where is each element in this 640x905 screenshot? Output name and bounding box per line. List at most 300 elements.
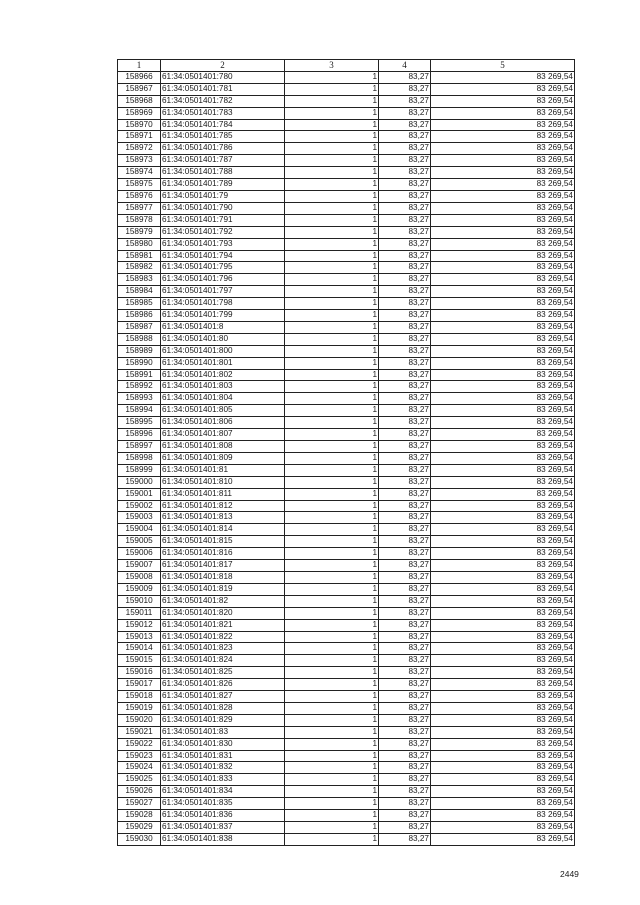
table-row: [118, 214, 575, 226]
area-value-cell: 83,27: [379, 822, 431, 834]
row-number-cell: 158985: [118, 298, 161, 310]
row-number-cell: 158988: [118, 333, 161, 345]
quantity-cell: 1: [285, 691, 379, 703]
table-row: [118, 714, 575, 726]
amount-value-cell: 83 269,54: [431, 393, 575, 405]
quantity-cell: 1: [285, 571, 379, 583]
area-value-cell: 83,27: [379, 631, 431, 643]
table-row: [118, 500, 575, 512]
quantity-cell: 1: [285, 262, 379, 274]
amount-value-cell: 83 269,54: [431, 655, 575, 667]
row-number-cell: 158969: [118, 107, 161, 119]
row-number-cell: 159025: [118, 774, 161, 786]
amount-value-cell: 83 269,54: [431, 786, 575, 798]
row-number-cell: 158968: [118, 95, 161, 107]
table-row: [118, 417, 575, 429]
table-row: [118, 143, 575, 155]
table-row: [118, 119, 575, 131]
table-row: [118, 369, 575, 381]
quantity-cell: 1: [285, 202, 379, 214]
cadastral-number-cell: 61:34:0501401:782: [161, 95, 285, 107]
area-value-cell: 83,27: [379, 107, 431, 119]
amount-value-cell: 83 269,54: [431, 750, 575, 762]
row-number-cell: 159003: [118, 512, 161, 524]
cadastral-number-cell: 61:34:0501401:801: [161, 357, 285, 369]
row-number-cell: 158989: [118, 345, 161, 357]
table-row: [118, 643, 575, 655]
cadastral-number-cell: 61:34:0501401:830: [161, 738, 285, 750]
row-number-cell: 159019: [118, 702, 161, 714]
area-value-cell: 83,27: [379, 202, 431, 214]
area-value-cell: 83,27: [379, 345, 431, 357]
amount-value-cell: 83 269,54: [431, 619, 575, 631]
row-number-cell: 159027: [118, 798, 161, 810]
cadastral-number-cell: 61:34:0501401:822: [161, 631, 285, 643]
amount-value-cell: 83 269,54: [431, 333, 575, 345]
amount-value-cell: 83 269,54: [431, 286, 575, 298]
quantity-cell: 1: [285, 631, 379, 643]
table-row: [118, 393, 575, 405]
cadastral-number-cell: 61:34:0501401:800: [161, 345, 285, 357]
quantity-cell: 1: [285, 310, 379, 322]
row-number-cell: 159017: [118, 679, 161, 691]
quantity-cell: 1: [285, 381, 379, 393]
quantity-cell: 1: [285, 536, 379, 548]
area-value-cell: 83,27: [379, 750, 431, 762]
row-number-cell: 159011: [118, 607, 161, 619]
area-value-cell: 83,27: [379, 393, 431, 405]
row-number-cell: 159026: [118, 786, 161, 798]
quantity-cell: 1: [285, 726, 379, 738]
row-number-cell: 158971: [118, 131, 161, 143]
cadastral-number-cell: 61:34:0501401:833: [161, 774, 285, 786]
area-value-cell: 83,27: [379, 774, 431, 786]
table-row: [118, 262, 575, 274]
quantity-cell: 1: [285, 429, 379, 441]
amount-value-cell: 83 269,54: [431, 702, 575, 714]
area-value-cell: 83,27: [379, 95, 431, 107]
row-number-cell: 159024: [118, 762, 161, 774]
cadastral-number-cell: 61:34:0501401:80: [161, 333, 285, 345]
area-value-cell: 83,27: [379, 726, 431, 738]
quantity-cell: 1: [285, 274, 379, 286]
column-header-4: 4: [379, 60, 431, 72]
amount-value-cell: 83 269,54: [431, 810, 575, 822]
table-row: [118, 464, 575, 476]
quantity-cell: 1: [285, 738, 379, 750]
table-row: [118, 429, 575, 441]
cadastral-number-cell: 61:34:0501401:796: [161, 274, 285, 286]
table-row: [118, 381, 575, 393]
amount-value-cell: 83 269,54: [431, 595, 575, 607]
column-header-3: 3: [285, 60, 379, 72]
row-number-cell: 158977: [118, 202, 161, 214]
row-number-cell: 158972: [118, 143, 161, 155]
amount-value-cell: 83 269,54: [431, 107, 575, 119]
quantity-cell: 1: [285, 524, 379, 536]
row-number-cell: 158999: [118, 464, 161, 476]
cadastral-number-cell: 61:34:0501401:810: [161, 476, 285, 488]
row-number-cell: 158967: [118, 83, 161, 95]
table-row: [118, 833, 575, 845]
area-value-cell: 83,27: [379, 238, 431, 250]
amount-value-cell: 83 269,54: [431, 607, 575, 619]
row-number-cell: 159009: [118, 583, 161, 595]
row-number-cell: 158982: [118, 262, 161, 274]
cadastral-number-cell: 61:34:0501401:817: [161, 560, 285, 572]
area-value-cell: 83,27: [379, 119, 431, 131]
quantity-cell: 1: [285, 226, 379, 238]
cadastral-number-cell: 61:34:0501401:812: [161, 500, 285, 512]
quantity-cell: 1: [285, 714, 379, 726]
area-value-cell: 83,27: [379, 679, 431, 691]
area-value-cell: 83,27: [379, 571, 431, 583]
area-value-cell: 83,27: [379, 357, 431, 369]
quantity-cell: 1: [285, 238, 379, 250]
area-value-cell: 83,27: [379, 476, 431, 488]
cadastral-number-cell: 61:34:0501401:823: [161, 643, 285, 655]
row-number-cell: 159001: [118, 488, 161, 500]
area-value-cell: 83,27: [379, 512, 431, 524]
quantity-cell: 1: [285, 810, 379, 822]
cadastral-number-cell: 61:34:0501401:828: [161, 702, 285, 714]
cadastral-number-cell: 61:34:0501401:83: [161, 726, 285, 738]
amount-value-cell: 83 269,54: [431, 691, 575, 703]
area-value-cell: 83,27: [379, 786, 431, 798]
cadastral-number-cell: 61:34:0501401:82: [161, 595, 285, 607]
cadastral-number-cell: 61:34:0501401:815: [161, 536, 285, 548]
table-row: [118, 71, 575, 83]
table-row: [118, 488, 575, 500]
row-number-cell: 158997: [118, 441, 161, 453]
amount-value-cell: 83 269,54: [431, 714, 575, 726]
quantity-cell: 1: [285, 298, 379, 310]
table-row: [118, 679, 575, 691]
area-value-cell: 83,27: [379, 691, 431, 703]
area-value-cell: 83,27: [379, 143, 431, 155]
quantity-cell: 1: [285, 833, 379, 845]
cadastral-number-cell: 61:34:0501401:784: [161, 119, 285, 131]
area-value-cell: 83,27: [379, 286, 431, 298]
row-number-cell: 159018: [118, 691, 161, 703]
area-value-cell: 83,27: [379, 810, 431, 822]
area-value-cell: 83,27: [379, 738, 431, 750]
area-value-cell: 83,27: [379, 548, 431, 560]
cadastral-number-cell: 61:34:0501401:837: [161, 822, 285, 834]
cadastral-number-cell: 61:34:0501401:81: [161, 464, 285, 476]
table-row: [118, 524, 575, 536]
row-number-cell: 159016: [118, 667, 161, 679]
cadastral-number-cell: 61:34:0501401:787: [161, 155, 285, 167]
table-row: [118, 702, 575, 714]
row-number-cell: 159022: [118, 738, 161, 750]
table-row: [118, 286, 575, 298]
row-number-cell: 159012: [118, 619, 161, 631]
table-row: [118, 595, 575, 607]
cadastral-number-cell: 61:34:0501401:798: [161, 298, 285, 310]
amount-value-cell: 83 269,54: [431, 441, 575, 453]
table-row: [118, 548, 575, 560]
area-value-cell: 83,27: [379, 417, 431, 429]
row-number-cell: 158974: [118, 167, 161, 179]
row-number-cell: 158986: [118, 310, 161, 322]
cadastral-number-cell: 61:34:0501401:799: [161, 310, 285, 322]
row-number-cell: 159029: [118, 822, 161, 834]
cadastral-number-cell: 61:34:0501401:832: [161, 762, 285, 774]
row-number-cell: 158975: [118, 179, 161, 191]
amount-value-cell: 83 269,54: [431, 417, 575, 429]
cadastral-number-cell: 61:34:0501401:835: [161, 798, 285, 810]
amount-value-cell: 83 269,54: [431, 774, 575, 786]
quantity-cell: 1: [285, 822, 379, 834]
cadastral-number-cell: 61:34:0501401:811: [161, 488, 285, 500]
row-number-cell: 158981: [118, 250, 161, 262]
quantity-cell: 1: [285, 667, 379, 679]
quantity-cell: 1: [285, 71, 379, 83]
quantity-cell: 1: [285, 131, 379, 143]
quantity-cell: 1: [285, 417, 379, 429]
quantity-cell: 1: [285, 321, 379, 333]
quantity-cell: 1: [285, 512, 379, 524]
area-value-cell: 83,27: [379, 190, 431, 202]
amount-value-cell: 83 269,54: [431, 143, 575, 155]
row-number-cell: 159008: [118, 571, 161, 583]
cadastral-number-cell: 61:34:0501401:788: [161, 167, 285, 179]
column-header-2: 2: [161, 60, 285, 72]
cadastral-number-cell: 61:34:0501401:805: [161, 405, 285, 417]
quantity-cell: 1: [285, 167, 379, 179]
table-row: [118, 691, 575, 703]
cadastral-number-cell: 61:34:0501401:820: [161, 607, 285, 619]
table-row: [118, 155, 575, 167]
table-row: [118, 405, 575, 417]
area-value-cell: 83,27: [379, 619, 431, 631]
table-row: [118, 107, 575, 119]
quantity-cell: 1: [285, 786, 379, 798]
amount-value-cell: 83 269,54: [431, 167, 575, 179]
table-row: [118, 667, 575, 679]
table-header: [118, 60, 575, 72]
cadastral-number-cell: 61:34:0501401:790: [161, 202, 285, 214]
quantity-cell: 1: [285, 405, 379, 417]
amount-value-cell: 83 269,54: [431, 262, 575, 274]
area-value-cell: 83,27: [379, 155, 431, 167]
table-row: [118, 750, 575, 762]
area-value-cell: 83,27: [379, 595, 431, 607]
row-number-cell: 158993: [118, 393, 161, 405]
amount-value-cell: 83 269,54: [431, 298, 575, 310]
row-number-cell: 158970: [118, 119, 161, 131]
amount-value-cell: 83 269,54: [431, 571, 575, 583]
row-number-cell: 159010: [118, 595, 161, 607]
row-number-cell: 159028: [118, 810, 161, 822]
table-row: [118, 512, 575, 524]
table-row: [118, 167, 575, 179]
cadastral-number-cell: 61:34:0501401:785: [161, 131, 285, 143]
area-value-cell: 83,27: [379, 714, 431, 726]
cadastral-number-cell: 61:34:0501401:824: [161, 655, 285, 667]
quantity-cell: 1: [285, 774, 379, 786]
row-number-cell: 159014: [118, 643, 161, 655]
cadastral-number-cell: 61:34:0501401:836: [161, 810, 285, 822]
amount-value-cell: 83 269,54: [431, 762, 575, 774]
row-number-cell: 158966: [118, 71, 161, 83]
amount-value-cell: 83 269,54: [431, 524, 575, 536]
cadastral-number-cell: 61:34:0501401:808: [161, 441, 285, 453]
row-number-cell: 158991: [118, 369, 161, 381]
row-number-cell: 158996: [118, 429, 161, 441]
quantity-cell: 1: [285, 583, 379, 595]
quantity-cell: 1: [285, 345, 379, 357]
table-row: [118, 822, 575, 834]
table-row: [118, 333, 575, 345]
amount-value-cell: 83 269,54: [431, 321, 575, 333]
area-value-cell: 83,27: [379, 702, 431, 714]
row-number-cell: 158983: [118, 274, 161, 286]
row-number-cell: 158994: [118, 405, 161, 417]
amount-value-cell: 83 269,54: [431, 667, 575, 679]
row-number-cell: 158992: [118, 381, 161, 393]
area-value-cell: 83,27: [379, 583, 431, 595]
area-value-cell: 83,27: [379, 167, 431, 179]
table-row: [118, 452, 575, 464]
area-value-cell: 83,27: [379, 536, 431, 548]
cadastral-number-cell: 61:34:0501401:8: [161, 321, 285, 333]
amount-value-cell: 83 269,54: [431, 155, 575, 167]
amount-value-cell: 83 269,54: [431, 214, 575, 226]
row-number-cell: 158979: [118, 226, 161, 238]
cadastral-number-cell: 61:34:0501401:804: [161, 393, 285, 405]
area-value-cell: 83,27: [379, 464, 431, 476]
amount-value-cell: 83 269,54: [431, 226, 575, 238]
row-number-cell: 158978: [118, 214, 161, 226]
table-row: [118, 226, 575, 238]
quantity-cell: 1: [285, 107, 379, 119]
quantity-cell: 1: [285, 441, 379, 453]
area-value-cell: 83,27: [379, 71, 431, 83]
table-row: [118, 250, 575, 262]
amount-value-cell: 83 269,54: [431, 202, 575, 214]
table-row: [118, 179, 575, 191]
area-value-cell: 83,27: [379, 179, 431, 191]
table-row: [118, 274, 575, 286]
amount-value-cell: 83 269,54: [431, 583, 575, 595]
cadastral-number-cell: 61:34:0501401:791: [161, 214, 285, 226]
amount-value-cell: 83 269,54: [431, 548, 575, 560]
table-row: [118, 345, 575, 357]
amount-value-cell: 83 269,54: [431, 500, 575, 512]
quantity-cell: 1: [285, 643, 379, 655]
amount-value-cell: 83 269,54: [431, 274, 575, 286]
cadastral-number-cell: 61:34:0501401:834: [161, 786, 285, 798]
quantity-cell: 1: [285, 250, 379, 262]
table-row: [118, 190, 575, 202]
amount-value-cell: 83 269,54: [431, 452, 575, 464]
area-value-cell: 83,27: [379, 798, 431, 810]
row-number-cell: 158987: [118, 321, 161, 333]
table-row: [118, 631, 575, 643]
amount-value-cell: 83 269,54: [431, 131, 575, 143]
quantity-cell: 1: [285, 595, 379, 607]
area-value-cell: 83,27: [379, 381, 431, 393]
area-value-cell: 83,27: [379, 500, 431, 512]
amount-value-cell: 83 269,54: [431, 381, 575, 393]
row-number-cell: 159007: [118, 560, 161, 572]
quantity-cell: 1: [285, 679, 379, 691]
quantity-cell: 1: [285, 155, 379, 167]
row-number-cell: 159000: [118, 476, 161, 488]
registry-table: [117, 59, 575, 846]
table-body: [118, 71, 575, 845]
amount-value-cell: 83 269,54: [431, 405, 575, 417]
amount-value-cell: 83 269,54: [431, 679, 575, 691]
row-number-cell: 159015: [118, 655, 161, 667]
row-number-cell: 158998: [118, 452, 161, 464]
quantity-cell: 1: [285, 655, 379, 667]
quantity-cell: 1: [285, 214, 379, 226]
amount-value-cell: 83 269,54: [431, 822, 575, 834]
area-value-cell: 83,27: [379, 226, 431, 238]
row-number-cell: 159030: [118, 833, 161, 845]
amount-value-cell: 83 269,54: [431, 631, 575, 643]
quantity-cell: 1: [285, 548, 379, 560]
area-value-cell: 83,27: [379, 405, 431, 417]
cadastral-number-cell: 61:34:0501401:795: [161, 262, 285, 274]
area-value-cell: 83,27: [379, 667, 431, 679]
cadastral-number-cell: 61:34:0501401:783: [161, 107, 285, 119]
table-row: [118, 619, 575, 631]
row-number-cell: 159021: [118, 726, 161, 738]
quantity-cell: 1: [285, 83, 379, 95]
table-row: [118, 810, 575, 822]
amount-value-cell: 83 269,54: [431, 345, 575, 357]
area-value-cell: 83,27: [379, 762, 431, 774]
area-value-cell: 83,27: [379, 310, 431, 322]
amount-value-cell: 83 269,54: [431, 833, 575, 845]
row-number-cell: 159005: [118, 536, 161, 548]
cadastral-number-cell: 61:34:0501401:819: [161, 583, 285, 595]
amount-value-cell: 83 269,54: [431, 536, 575, 548]
amount-value-cell: 83 269,54: [431, 560, 575, 572]
row-number-cell: 159002: [118, 500, 161, 512]
area-value-cell: 83,27: [379, 441, 431, 453]
cadastral-number-cell: 61:34:0501401:803: [161, 381, 285, 393]
table-row: [118, 655, 575, 667]
area-value-cell: 83,27: [379, 214, 431, 226]
cadastral-number-cell: 61:34:0501401:838: [161, 833, 285, 845]
area-value-cell: 83,27: [379, 321, 431, 333]
cadastral-number-cell: 61:34:0501401:821: [161, 619, 285, 631]
cadastral-number-cell: 61:34:0501401:807: [161, 429, 285, 441]
cadastral-number-cell: 61:34:0501401:794: [161, 250, 285, 262]
table-row: [118, 560, 575, 572]
amount-value-cell: 83 269,54: [431, 179, 575, 191]
table-row: [118, 607, 575, 619]
amount-value-cell: 83 269,54: [431, 429, 575, 441]
row-number-cell: 159004: [118, 524, 161, 536]
table-row: [118, 83, 575, 95]
table-row: [118, 95, 575, 107]
table-row: [118, 131, 575, 143]
amount-value-cell: 83 269,54: [431, 476, 575, 488]
quantity-cell: 1: [285, 369, 379, 381]
row-number-cell: 158973: [118, 155, 161, 167]
quantity-cell: 1: [285, 357, 379, 369]
table-row: [118, 238, 575, 250]
quantity-cell: 1: [285, 95, 379, 107]
quantity-cell: 1: [285, 762, 379, 774]
amount-value-cell: 83 269,54: [431, 71, 575, 83]
